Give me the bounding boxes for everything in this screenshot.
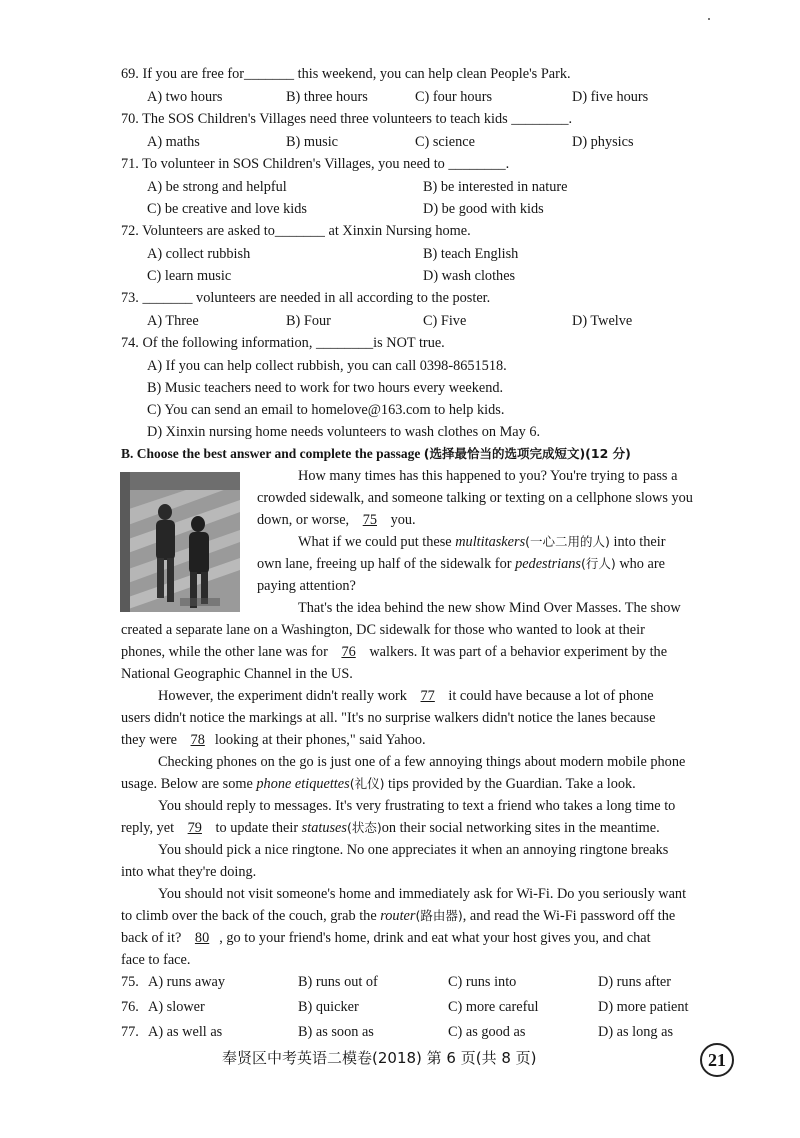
passage-text: , go to your friend's home, drink and eat what your host gives you, and chat [219,930,651,946]
pedestrians-illustration [120,472,240,612]
passage-text: who are [619,556,665,572]
q73-option-d: D) Twelve [572,313,633,329]
question-70-stem: 70. The SOS Children's Villages need three volunteers to teach kids ________. [121,111,573,127]
q71-option-d: D) be good with kids [423,201,544,217]
passage-p3-line1: That's the idea behind the new show Mind Over Masses. The show [298,600,681,616]
term-statuses: statuses [301,820,347,836]
q69-option-b: B) three hours [286,89,368,105]
passage-text: it could have because a lot of phone [448,688,654,704]
passage-p8-line4: face to face. [121,952,191,968]
page-number-badge: 21 [700,1043,734,1077]
passage-text: What if we could put these [298,534,452,550]
passage-p8-line3 [121,928,651,948]
q70-option-d: D) physics [572,134,634,150]
passage-text: into their [613,534,666,550]
passage-p3-line2: created a separate lane on a Washington, DC sidewalk for those who wanted to look at their [121,622,645,638]
q72-option-a: A) collect rubbish [147,246,251,262]
passage-text: own lane, freeing up half of the sidewalk for [257,556,512,572]
passage-p4-line1 [158,686,654,706]
q75-option-c: C) runs into [448,974,517,990]
pedestrians-photo [120,472,240,612]
question-73-stem: 73. _______ volunteers are needed in all according to the poster. [121,290,491,306]
q69-option-c: C) four hours [415,89,493,105]
blank-80: 80 [194,930,210,946]
term-router: router [380,908,416,924]
q75-option-d: D) runs after [598,974,672,990]
passage-p8-line2 [121,906,675,926]
passage-text: to climb over the back of the couch, grab the [121,908,377,924]
passage-p7-line2: into what they're doing. [121,864,257,880]
question-74-stem: 74. Of the following information, ________is NOT true. [121,335,445,351]
q71-option-a: A) be strong and helpful [147,179,287,195]
passage-p2-line1 [298,532,666,552]
passage-p1-line1: How many times has this happened to you? You're trying to pass a [298,468,678,484]
term-statuses-gloss: (状态) [346,820,382,835]
question-71-stem: 71. To volunteer in SOS Children's Villages, you need to ________. [121,156,510,172]
blank-76: 76 [341,644,356,660]
q76-option-b: B) quicker [298,999,359,1015]
term-phone-etiquettes: phone etiquettes [256,776,350,792]
q74-option-c: C) You can send an email to homelove@163.com to help kids. [147,402,505,418]
term-phone-etiquettes-gloss: (礼仪) [349,776,385,791]
passage-text: usage. Below are some [121,776,253,792]
blank-79: 79 [187,820,202,836]
q77-option-b: B) as soon as [298,1024,374,1040]
passage-text: back of it? [121,930,182,946]
q73-option-a: A) Three [147,313,199,329]
q74-option-b: B) Music teachers need to work for two hours every weekend. [147,380,504,396]
passage-p4-line3 [121,730,426,750]
term-router-gloss: (路由器) [415,908,463,923]
q70-option-c: C) science [415,134,475,150]
q77-option-c: C) as good as [448,1024,526,1040]
passage-p5-line2 [121,774,636,794]
question-72-stem: 72. Volunteers are asked to_______ at Xinxin Nursing home. [121,223,471,239]
passage-text: walkers. It was part of a behavior experiment by the [369,644,668,660]
passage-p6-line2 [121,818,660,838]
blank-77: 77 [420,688,435,704]
q75-option-a: A) runs away [148,974,226,990]
term-pedestrians-gloss: (行人) [580,556,616,571]
passage-text: However, the experiment didn't really work [158,688,407,704]
passage-text: phones, while the other lane was for [121,644,328,660]
passage-p3-line3 [121,642,667,662]
passage-p6-line1: You should reply to messages. It's very frustrating to text a friend who takes a long time to [158,798,676,814]
passage-p7-line1: You should pick a nice ringtone. No one appreciates it when an annoying ringtone breaks [158,842,669,858]
q70-option-b: B) music [286,134,339,150]
passage-text: looking at their phones," said Yahoo. [214,732,426,748]
passage-text: they were [121,732,177,748]
q77-option-d: D) as long as [598,1024,674,1040]
q77-number: 77. [121,1024,139,1040]
passage-p3-line4: National Geographic Channel in the US. [121,666,353,682]
q71-option-b: B) be interested in nature [423,179,568,195]
q72-option-d: D) wash clothes [423,268,516,284]
question-69-stem: 69. If you are free for_______ this weekend, you can help clean People's Park. [121,66,571,82]
blank-78: 78 [190,732,205,748]
q72-option-c: C) learn music [147,268,232,284]
passage-p2-line2 [257,554,665,574]
q74-option-a: A) If you can help collect rubbish, you can call 0398-8651518. [147,358,507,374]
passage-text: tips provided by the Guardian. Take a look. [388,776,636,792]
passage-text: to update their [215,820,299,836]
passage-text: down, or worse, [257,512,350,528]
q72-option-b: B) teach English [423,246,519,262]
passage-p4-line2: users didn't notice the markings at all. "It's no surprise walkers didn't notice the lanes because [121,710,656,726]
term-multitaskers-gloss: (一心二用的人) [525,534,610,549]
speck [708,18,710,20]
page-footer: 奉贤区中考英语二模卷(2018) 第 6 页(共 8 页) [222,1049,537,1067]
q76-number: 76. [121,999,139,1015]
passage-text: on their social networking sites in the meantime. [381,820,660,836]
q69-option-a: A) two hours [147,89,223,105]
q69-option-d: D) five hours [572,89,649,105]
passage-p8-line1: You should not visit someone's home and immediately ask for Wi-Fi. Do you seriously want [158,886,687,902]
q76-option-d: D) more patient [598,999,689,1015]
q73-option-b: B) Four [286,313,331,329]
section-b-heading-en: B. Choose the best answer and complete the passage [121,446,421,461]
passage-p1-line3 [257,510,416,530]
q76-option-a: A) slower [148,999,205,1015]
passage-text: , and read the Wi-Fi password off the [462,908,676,924]
q71-option-c: C) be creative and love kids [147,201,307,217]
q75-number: 75. [121,974,139,990]
passage-p2-line3: paying attention? [257,578,356,594]
section-b-heading-zh: (选择最恰当的选项完成短文)(12 分) [423,446,631,461]
q73-option-c: C) Five [423,313,467,329]
term-pedestrians: pedestrians [515,556,581,572]
q70-option-a: A) maths [147,134,200,150]
q76-option-c: C) more careful [448,999,539,1015]
q74-option-d: D) Xinxin nursing home needs volunteers to wash clothes on May 6. [147,424,541,440]
q77-option-a: A) as well as [148,1024,223,1040]
section-b-heading [121,444,631,464]
passage-text: reply, yet [121,820,175,836]
term-multitaskers: multitaskers [455,534,526,550]
passage-text: you. [390,512,416,528]
q75-option-b: B) runs out of [298,974,378,990]
passage-p1-line2: crowded sidewalk, and someone talking or texting on a cellphone slows you [257,490,693,506]
blank-75: 75 [362,512,377,528]
passage-p5-line1: Checking phones on the go is just one of a few annoying things about modern mobile phone [158,754,686,770]
